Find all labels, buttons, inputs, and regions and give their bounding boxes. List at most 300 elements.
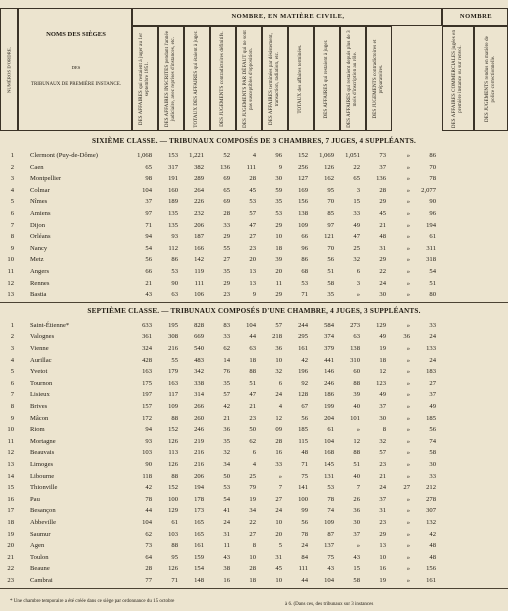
table-cell: 44 <box>301 577 308 584</box>
table-cell: 61 <box>171 519 178 526</box>
table-cell: 152 <box>168 426 178 434</box>
table-cell: 34 <box>223 461 230 468</box>
table-cell: 153 <box>168 152 178 159</box>
column-header-text: DES AFFAIRES COMMERCIALES jugées en première instance ou sur renvoi. <box>452 29 463 128</box>
table-cell: 96 <box>301 244 308 252</box>
table-cell: 382 <box>194 163 204 171</box>
table-cell: 23 <box>379 519 386 526</box>
table-cell: 27 <box>275 495 282 503</box>
table-cell: 138 <box>298 210 308 217</box>
table-cell: 21 <box>249 403 256 410</box>
column-header-6 <box>262 26 288 131</box>
table-cell: 29 <box>379 198 386 206</box>
table-cell: 65 <box>223 186 230 194</box>
table-cell: 71 <box>145 221 152 229</box>
table-cell: 56 <box>301 414 308 422</box>
table-cell: » <box>406 507 410 515</box>
table-row <box>0 196 508 207</box>
table-cell: 131 <box>324 472 334 480</box>
table-cell: 65 <box>353 175 360 183</box>
table-cell: 260 <box>194 414 204 422</box>
table-cell: 13 <box>249 279 256 287</box>
table-cell: 157 <box>142 403 152 410</box>
table-cell: 56 <box>429 426 436 434</box>
table-cell: 24 <box>301 542 308 550</box>
table-cell: 56 <box>301 519 308 526</box>
table-cell: 19 <box>379 345 386 352</box>
table-cell: 273 <box>350 321 360 329</box>
table-cell: 183 <box>426 368 436 376</box>
tribunal-name: Besançon <box>30 507 56 515</box>
table-cell: 90 <box>145 461 152 468</box>
tribunal-name: Agen <box>30 542 45 550</box>
table-cell: 173 <box>194 507 204 515</box>
table-cell: 75 <box>301 472 308 480</box>
tribunal-name: Dijon <box>30 221 46 229</box>
table-row <box>0 517 508 528</box>
table-cell: 27 <box>249 233 256 241</box>
table-cell: 90 <box>171 279 178 287</box>
table-cell: 33 <box>429 321 436 329</box>
table-row <box>0 320 508 331</box>
table-cell: » <box>406 530 410 538</box>
table-cell: 77 <box>145 577 152 584</box>
table-cell: 59 <box>275 186 282 194</box>
table-cell: 278 <box>426 495 436 503</box>
table-cell: 106 <box>194 291 204 299</box>
table-cell: 71 <box>171 577 178 584</box>
table-cell: 244 <box>298 321 308 329</box>
table-cell: 189 <box>168 198 178 206</box>
order-number: 13 <box>7 461 14 468</box>
table-cell: » <box>356 291 360 299</box>
order-number: 9 <box>10 414 14 422</box>
table-cell: 7 <box>278 484 282 492</box>
table-cell: 10 <box>275 577 282 584</box>
order-number: 21 <box>7 553 14 561</box>
table-cell: 24 <box>379 279 386 287</box>
table-cell: 152 <box>298 152 308 159</box>
table-cell: 35 <box>223 437 230 445</box>
table-cell: » <box>406 461 410 468</box>
table-cell: 104 <box>324 437 334 445</box>
table-cell: 428 <box>142 356 152 364</box>
table-cell: 37 <box>353 530 360 538</box>
order-number: 1 <box>10 152 14 159</box>
table-cell: 161 <box>298 345 308 352</box>
table-cell: 29 <box>379 256 386 264</box>
table-cell: 4 <box>252 152 256 159</box>
table-cell: 42 <box>223 403 230 410</box>
table-row <box>0 575 508 586</box>
table-cell: 112 <box>168 244 178 252</box>
table-cell: 311 <box>426 244 436 252</box>
table-cell: » <box>356 542 360 550</box>
table-cell: 246 <box>324 379 334 387</box>
table-cell: 103 <box>142 449 152 457</box>
table-row <box>0 266 508 277</box>
column-header-text: DES AFFAIRES qui restaient à juger. <box>324 39 329 118</box>
table-cell: » <box>406 279 410 287</box>
table-cell: 30 <box>429 461 436 468</box>
table-cell: 51 <box>249 379 256 387</box>
table-cell: 33 <box>223 221 230 229</box>
table-cell: 12 <box>275 414 282 422</box>
table-cell: 111 <box>194 279 204 287</box>
table-cell: 28 <box>379 186 386 194</box>
header-right-group <box>442 8 508 26</box>
tribunal-name: Vienne <box>30 345 49 352</box>
column-header-1 <box>132 26 158 131</box>
table-cell: 13 <box>249 268 256 275</box>
table-cell: 19 <box>249 495 256 503</box>
table-cell: 37 <box>379 163 386 171</box>
table-cell: 32 <box>353 256 360 264</box>
table-cell: 42 <box>429 530 436 538</box>
table-cell: 66 <box>145 268 152 275</box>
table-cell: 27 <box>249 530 256 538</box>
table-cell: 295 <box>298 333 308 341</box>
order-number: 9 <box>10 244 14 252</box>
table-cell: 12 <box>379 368 386 376</box>
table-cell: » <box>406 403 410 410</box>
table-cell: 669 <box>194 333 204 341</box>
table-cell: 163 <box>142 368 152 376</box>
order-number: 5 <box>10 368 14 376</box>
table-cell: 83 <box>223 321 230 329</box>
table-cell: 51 <box>327 268 334 275</box>
table-cell: 37 <box>145 198 152 206</box>
tribunal-name: Brives <box>30 403 48 410</box>
tribunal-name: Abbeville <box>30 519 57 526</box>
table-cell: 166 <box>194 244 204 252</box>
table-cell: 74 <box>327 507 334 515</box>
column-header-3 <box>184 26 210 131</box>
table-cell: 71 <box>301 291 308 299</box>
table-cell: 342 <box>194 368 204 376</box>
table-cell: 226 <box>194 198 204 206</box>
table-cell: 37 <box>379 495 386 503</box>
table-cell: 204 <box>324 414 334 422</box>
table-cell: 264 <box>194 186 204 194</box>
tribunal-name: Riom <box>30 426 45 434</box>
table-cell: 39 <box>353 391 360 399</box>
table-cell: 15 <box>353 198 360 206</box>
table-cell: 95 <box>171 553 178 561</box>
table-cell: » <box>406 221 410 229</box>
order-number: 7 <box>10 221 14 229</box>
table-cell: 53 <box>275 210 282 217</box>
table-cell: 49 <box>379 391 386 399</box>
table-cell: 95 <box>327 186 334 194</box>
table-cell: 13 <box>379 542 386 550</box>
table-cell: 50 <box>249 426 256 434</box>
table-cell: 49 <box>379 333 386 341</box>
header-numero-cell <box>0 8 18 131</box>
tribunal-name: Rennes <box>30 279 50 287</box>
table-cell: 15 <box>353 565 360 573</box>
table-cell: 24 <box>275 507 282 515</box>
table-cell: 75 <box>327 553 334 561</box>
table-row <box>0 401 508 412</box>
table-cell: 68 <box>301 268 308 275</box>
column-header-text: DES AFFAIRES qui restaient à juger au 1er septembre 1851. <box>139 32 150 125</box>
order-number: 22 <box>7 565 14 573</box>
table-cell: 27 <box>429 379 436 387</box>
tribunal-name: Colmar <box>30 186 50 194</box>
table-cell: 4 <box>278 403 282 410</box>
table-row <box>0 378 508 389</box>
tribunal-name: Limoges <box>30 461 54 468</box>
tribunal-name: Thionville <box>30 484 58 492</box>
column-header-text: TOTAUX DES AFFAIRES qui étaient à juger. <box>194 29 199 128</box>
footnote-1: * Une chambre temporaire a été créée dans ce siège par ordonnance du 15 octobre <box>10 599 175 604</box>
order-number: 2 <box>10 333 14 341</box>
table-cell: 86 <box>429 152 436 159</box>
table-cell: 123 <box>376 379 386 387</box>
table-row <box>0 243 508 254</box>
table-cell: 109 <box>168 403 178 410</box>
table-row <box>0 563 508 574</box>
table-row <box>0 331 508 342</box>
table-cell: 24 <box>275 391 282 399</box>
table-cell: 141 <box>298 484 308 492</box>
tribunal-name: Valognes <box>30 333 55 341</box>
table-cell: 86 <box>301 256 308 264</box>
table-cell: 199 <box>324 403 334 410</box>
table-cell: » <box>406 379 410 387</box>
table-cell: 109 <box>324 519 334 526</box>
table-cell: 232 <box>194 210 204 217</box>
column-header-text: TOTAUX des affaires terminées. <box>298 43 303 114</box>
right-label: NOMBRE <box>459 13 493 20</box>
table-cell: 11 <box>223 542 230 550</box>
table-cell: 73 <box>145 542 152 550</box>
table-cell: 29 <box>379 530 386 538</box>
table-cell: 09 <box>275 426 282 434</box>
table-cell: 43 <box>145 291 152 299</box>
table-cell: 97 <box>145 210 152 217</box>
table-cell: 88 <box>171 414 178 422</box>
table-cell: » <box>406 321 410 329</box>
table-cell: 25 <box>353 244 360 252</box>
table-cell: 308 <box>168 333 178 341</box>
table-cell: » <box>406 542 410 550</box>
tribunal-name: Orléans <box>30 233 51 241</box>
table-cell: 30 <box>275 175 282 183</box>
table-cell: 62 <box>249 437 256 445</box>
table-cell: 54 <box>145 244 152 252</box>
table-cell: 31 <box>379 244 386 252</box>
table-cell: 86 <box>171 256 178 264</box>
table-cell: 113 <box>168 449 178 457</box>
table-cell: 9 <box>252 291 256 299</box>
table-row <box>0 424 508 435</box>
table-cell: 79 <box>249 484 256 492</box>
table-cell: 76 <box>223 368 230 376</box>
table-cell: 129 <box>376 321 386 329</box>
table-row <box>0 343 508 354</box>
table-cell: » <box>406 163 410 171</box>
table-cell: 146 <box>324 368 334 376</box>
table-cell: 10 <box>275 356 282 364</box>
table-cell: 54 <box>429 268 436 275</box>
table-cell: 136 <box>376 175 386 183</box>
table-cell: 16 <box>379 565 386 573</box>
table-cell: 51 <box>353 461 360 468</box>
order-number: 16 <box>7 495 14 503</box>
order-number: 7 <box>10 391 14 399</box>
table-cell: 25 <box>249 472 256 480</box>
table-row <box>0 173 508 184</box>
table-cell: 20 <box>275 268 282 275</box>
table-cell: 63 <box>353 333 360 341</box>
table-cell: 324 <box>142 345 152 352</box>
table-cell: 6 <box>278 379 282 387</box>
table-cell: » <box>406 449 410 457</box>
table-cell: 45 <box>275 565 282 573</box>
table-cell: 137 <box>324 542 334 550</box>
table-cell: 129 <box>168 507 178 515</box>
table-cell: 98 <box>145 175 152 183</box>
tribunal-name: Mortagne <box>30 437 56 445</box>
table-cell: 16 <box>223 577 230 584</box>
table-cell: 43 <box>223 553 230 561</box>
table-cell: » <box>406 256 410 264</box>
table-cell: 65 <box>145 163 152 171</box>
table-cell: 28 <box>249 565 256 573</box>
table-cell: 8 <box>382 426 386 434</box>
table-cell: 172 <box>142 414 152 422</box>
table-cell: 194 <box>194 484 204 492</box>
table-cell: 338 <box>194 379 204 387</box>
order-number: 15 <box>7 484 14 492</box>
tribunal-name: Tournon <box>30 379 53 387</box>
tribunal-name: Angers <box>30 268 50 275</box>
table-cell: 179 <box>168 368 178 376</box>
tribunal-name: Pau <box>30 495 40 503</box>
table-cell: 1,069 <box>319 152 334 159</box>
table-cell: 132 <box>426 519 436 526</box>
table-cell: » <box>406 345 410 352</box>
table-cell: » <box>406 577 410 584</box>
table-row <box>0 389 508 400</box>
table-cell: 63 <box>249 345 256 352</box>
table-cell: 63 <box>171 291 178 299</box>
table-cell: » <box>406 356 410 364</box>
table-cell: 186 <box>324 391 334 399</box>
table-cell: 88 <box>353 449 360 457</box>
order-number: 11 <box>7 268 14 275</box>
order-number: 6 <box>10 210 14 217</box>
table-cell: 61 <box>429 233 436 241</box>
table-cell: » <box>406 426 410 434</box>
table-cell: 10 <box>275 233 282 241</box>
table-cell: 2,077 <box>421 186 436 194</box>
column-header-text: DES AFFAIRES terminées par désistement, transaction, radiation, etc. <box>269 32 280 125</box>
table-cell: 18 <box>379 356 386 364</box>
table-cell: 30 <box>379 414 386 422</box>
table-cell: 42 <box>301 356 308 364</box>
table-cell: 194 <box>426 221 436 229</box>
tribunal-name: Montpellier <box>30 175 62 183</box>
table-row <box>0 459 508 470</box>
column-header-10 <box>366 26 392 131</box>
table-cell: 9 <box>278 163 282 171</box>
table-cell: 266 <box>194 403 204 410</box>
table-cell: 24 <box>379 484 386 492</box>
table-cell: 23 <box>249 244 256 252</box>
tribunal-name: Nancy <box>30 244 48 252</box>
tribunal-name: Nîmes <box>30 198 48 206</box>
table-cell: 168 <box>324 449 334 457</box>
table-cell: 39 <box>275 256 282 264</box>
order-number: 2 <box>10 163 14 171</box>
table-cell: 483 <box>194 356 204 364</box>
table-cell: 216 <box>168 345 178 352</box>
table-row <box>0 482 508 493</box>
table-cell: 53 <box>171 268 178 275</box>
table-cell: 70 <box>327 198 334 206</box>
table-cell: 441 <box>324 356 334 364</box>
table-cell: 21 <box>379 221 386 229</box>
table-cell: 33 <box>353 210 360 217</box>
table-row <box>0 366 508 377</box>
table-cell: 92 <box>301 379 308 387</box>
table-cell: 127 <box>298 175 308 183</box>
table-cell: 61 <box>327 426 334 434</box>
table-cell: 135 <box>168 221 178 229</box>
table-cell: 28 <box>145 565 152 573</box>
table-cell: 169 <box>298 186 308 194</box>
table-cell: 361 <box>142 333 152 341</box>
column-header-text: DES JUGEMENTS PAR DÉFAUT qui ne sont pas susceptibles d'opposition. <box>243 29 254 128</box>
table-cell: 21 <box>223 414 230 422</box>
table-cell: 57 <box>379 449 386 457</box>
table-cell: » <box>406 553 410 561</box>
table-row <box>0 552 508 563</box>
table-cell: 88 <box>171 542 178 550</box>
table-cell: 78 <box>145 495 152 503</box>
table-cell: 69 <box>223 175 230 183</box>
table-cell: 584 <box>324 321 334 329</box>
table-cell: » <box>406 175 410 183</box>
order-number: 6 <box>10 379 14 387</box>
table-cell: 828 <box>194 321 204 329</box>
table-cell: 118 <box>142 472 152 480</box>
table-cell: 142 <box>194 256 204 264</box>
table-cell: 48 <box>429 542 436 550</box>
table-row <box>0 529 508 540</box>
tribunal-name: Saumur <box>30 530 51 538</box>
table-cell: 206 <box>194 472 204 480</box>
table-cell: 185 <box>298 426 308 434</box>
order-number: 14 <box>7 472 14 480</box>
table-cell: 60 <box>353 368 360 376</box>
tribunal-name: Beaune <box>30 565 50 573</box>
table-cell: 44 <box>145 507 152 515</box>
table-cell: 10 <box>379 553 386 561</box>
table-cell: 22 <box>379 268 386 275</box>
table-cell: 8 <box>252 542 256 550</box>
column-header-8 <box>314 26 340 131</box>
table-cell: 3 <box>356 186 360 194</box>
column-header-4 <box>210 26 236 131</box>
table-cell: 317 <box>168 163 178 171</box>
table-cell: 56 <box>327 256 334 264</box>
table-cell: 28 <box>223 210 230 217</box>
table-cell: 111 <box>298 565 308 573</box>
